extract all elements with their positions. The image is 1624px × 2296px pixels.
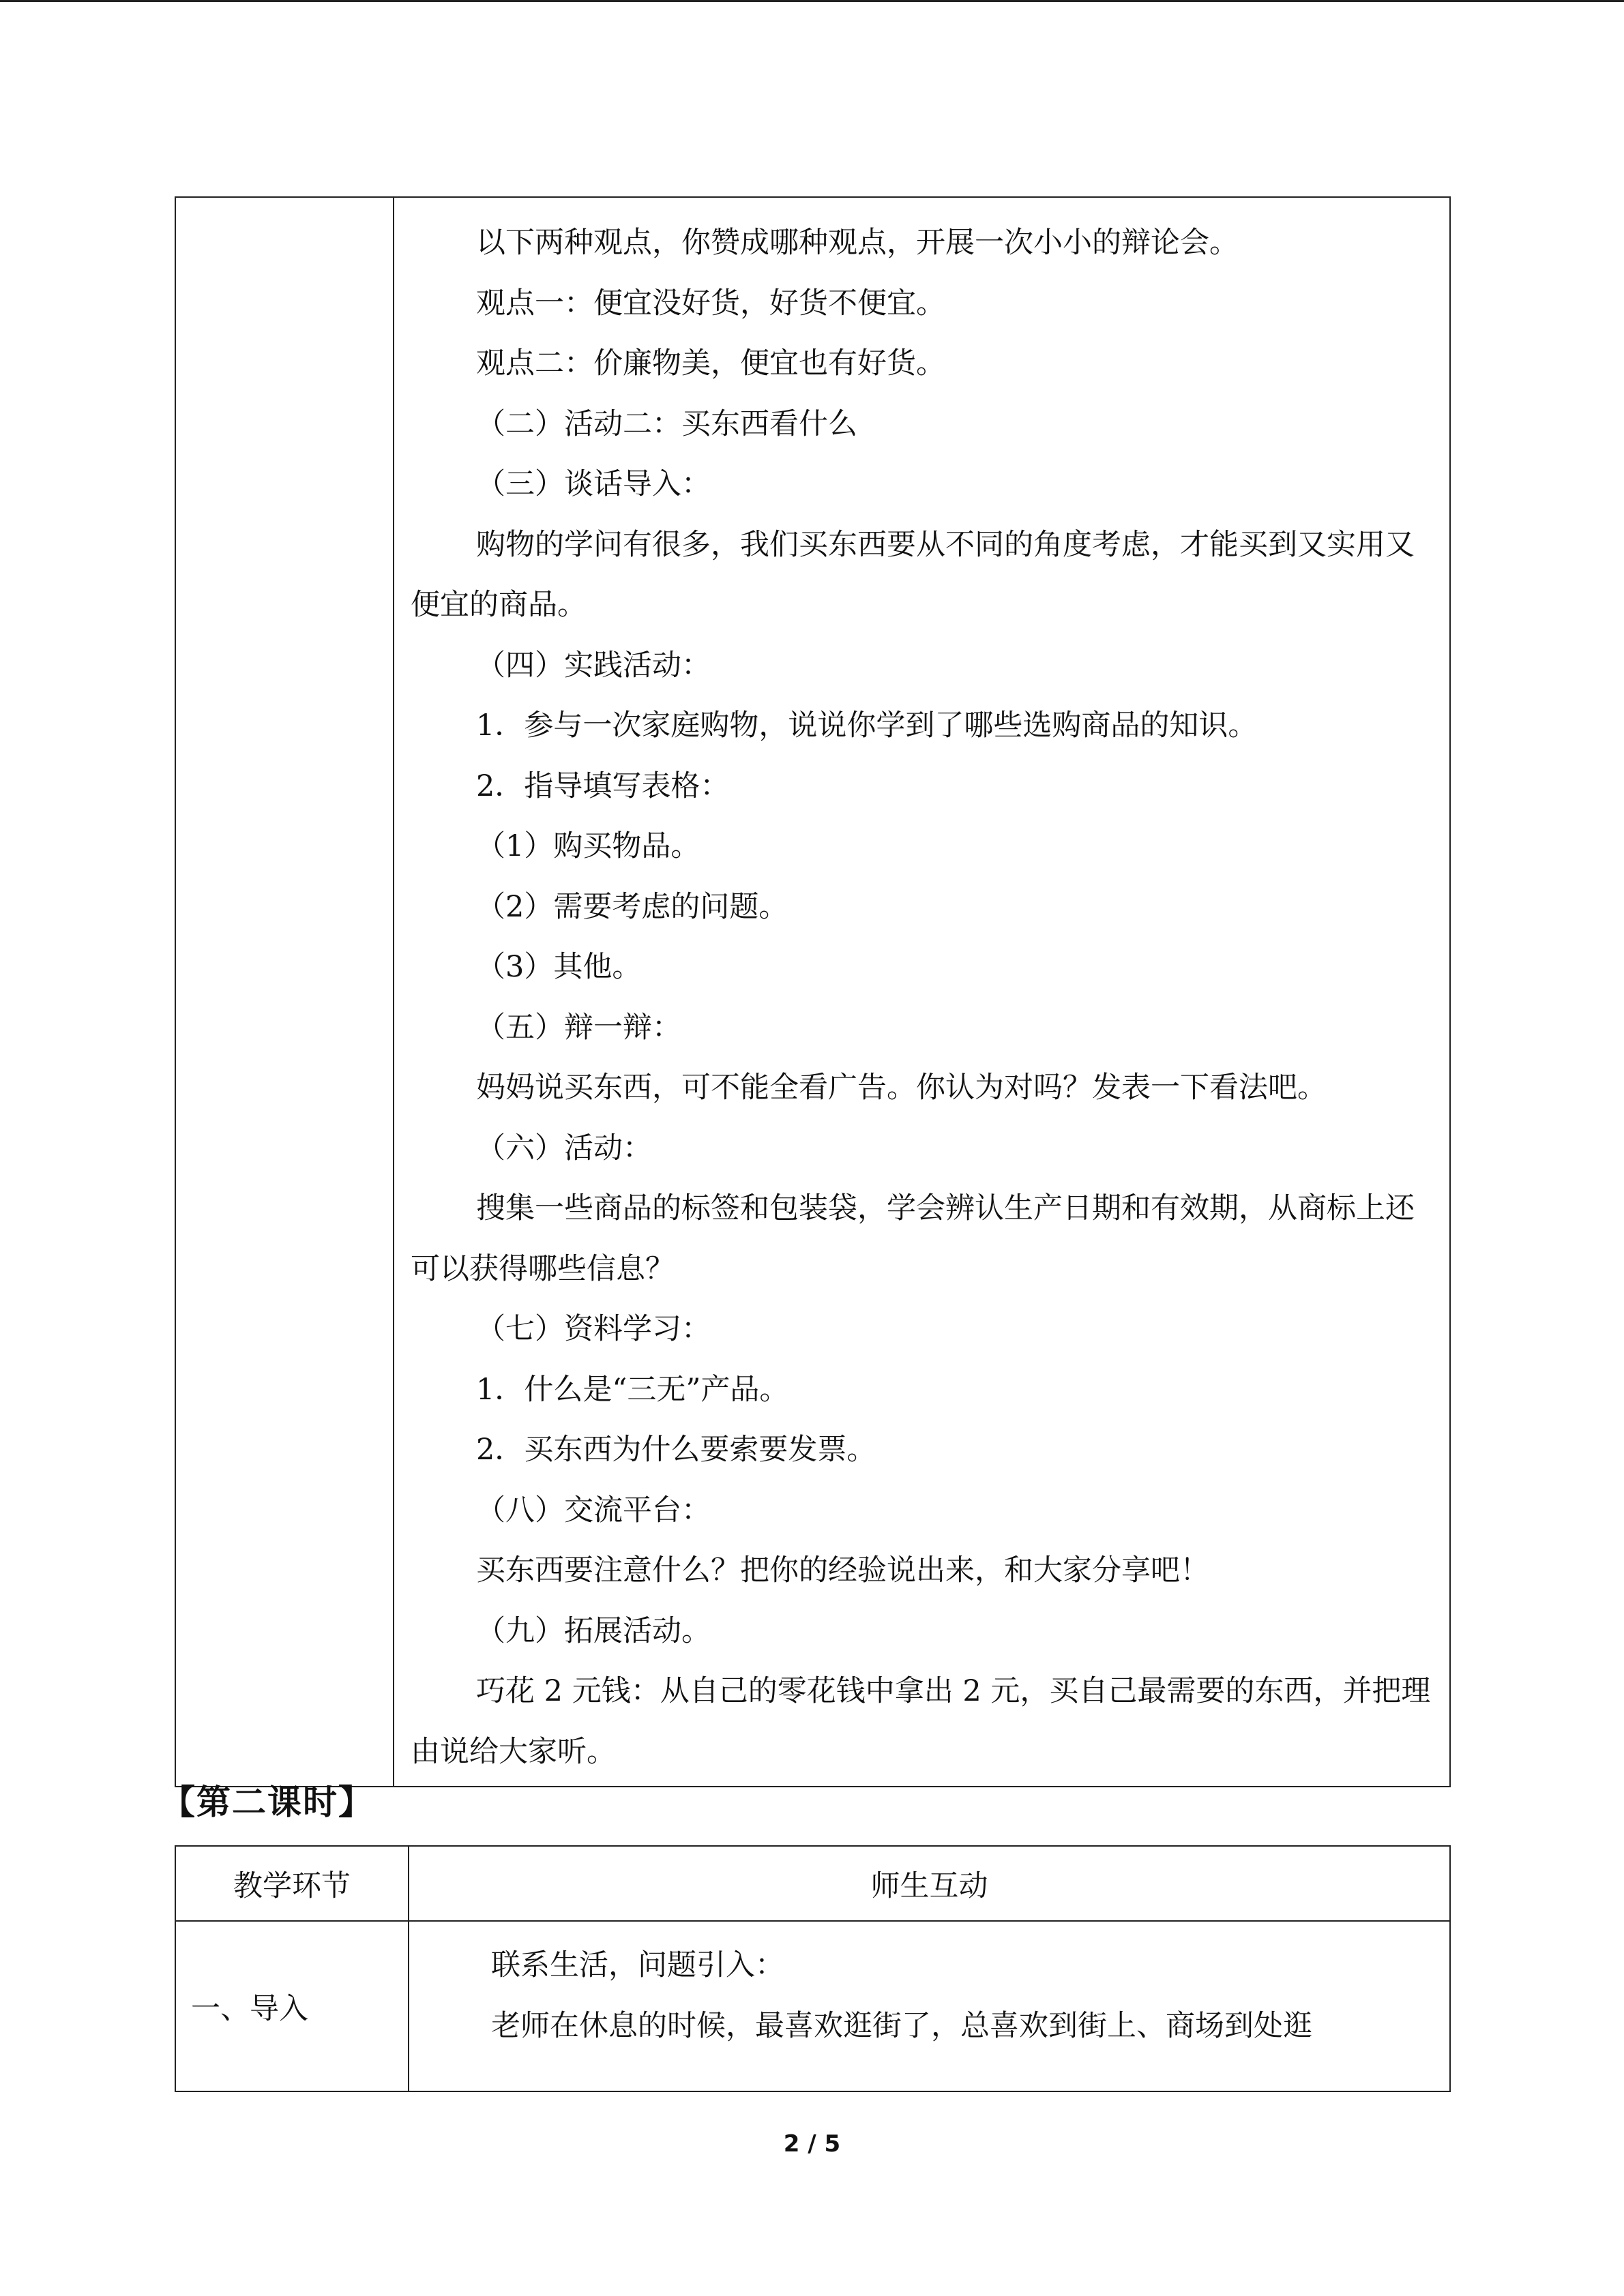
paragraph: 以下两种观点，你赞成哪种观点，开展一次小小的辩论会。 xyxy=(476,226,1239,260)
table-row xyxy=(175,1921,1450,2091)
paragraph: 老师在休息的时候，最喜欢逛街了，总喜欢到街上、商场到处逛 xyxy=(491,2008,1312,2043)
table-row xyxy=(175,197,1450,1787)
page-number: 2 / 5 xyxy=(783,2130,841,2158)
paragraph: 买东西要注意什么？把你的经验说出来，和大家分享吧！ xyxy=(476,1553,1209,1587)
paragraph: （七）资料学习： xyxy=(476,1312,711,1346)
header-stage: 教学环节 xyxy=(175,1846,409,1921)
paragraph: （四）实践活动： xyxy=(476,648,711,683)
paragraph: 2．指导填写表格： xyxy=(476,769,730,803)
table-header-row xyxy=(175,1846,1450,1921)
lesson-table-continued xyxy=(175,196,1451,1787)
paragraph: （五）辩一辩： xyxy=(476,1010,681,1045)
stage-cell xyxy=(175,197,394,1787)
paragraph: 1．参与一次家庭购物，说说你学到了哪些选购商品的知识。 xyxy=(476,709,1258,743)
top-border-line xyxy=(0,0,1624,2)
paragraph: 观点一：便宜没好货，好货不便宜。 xyxy=(476,286,945,320)
stage-cell: 一、导入 xyxy=(175,1921,409,2091)
interaction-cell xyxy=(409,1921,1450,2091)
paragraph: 妈妈说买东西，可不能全看广告。你认为对吗？发表一下看法吧。 xyxy=(476,1071,1327,1105)
paragraph: （九）拓展活动。 xyxy=(476,1613,711,1648)
header-interaction: 师生互动 xyxy=(409,1846,1450,1921)
paragraph: 搜集一些商品的标签和包装袋，学会辨认生产日期和有效期，从商标上还可以获得哪些信息？ xyxy=(411,1191,1415,1286)
paragraph: 购物的学问有很多，我们买东西要从不同的角度考虑，才能买到又实用又便宜的商品。 xyxy=(411,527,1415,622)
paragraph: （1）购买物品。 xyxy=(476,829,700,863)
paragraph: （3）其他。 xyxy=(476,950,642,984)
paragraph: 联系生活，问题引入： xyxy=(491,1948,784,1982)
paragraph: 巧花 2 元钱：从自己的零花钱中拿出 2 元，买自己最需要的东西，并把理由说给大家听。 xyxy=(411,1674,1431,1769)
paragraph: 观点二：价廉物美，便宜也有好货。 xyxy=(476,346,945,381)
paragraph: （八）交流平台： xyxy=(476,1493,711,1527)
paragraph: 2．买东西为什么要索要发票。 xyxy=(476,1433,876,1467)
section-heading: 【第二课时】 xyxy=(161,1783,374,1822)
lesson-table-second-period xyxy=(175,1845,1451,2092)
paragraph: 1．什么是“三无”产品。 xyxy=(476,1372,789,1407)
paragraph: （二）活动二：买东西看什么 xyxy=(476,406,857,441)
interaction-cell xyxy=(394,197,1450,1787)
paragraph: （2）需要考虑的问题。 xyxy=(476,889,788,924)
paragraph: （三）谈话导入： xyxy=(476,467,711,501)
paragraph: （六）活动： xyxy=(476,1131,652,1165)
